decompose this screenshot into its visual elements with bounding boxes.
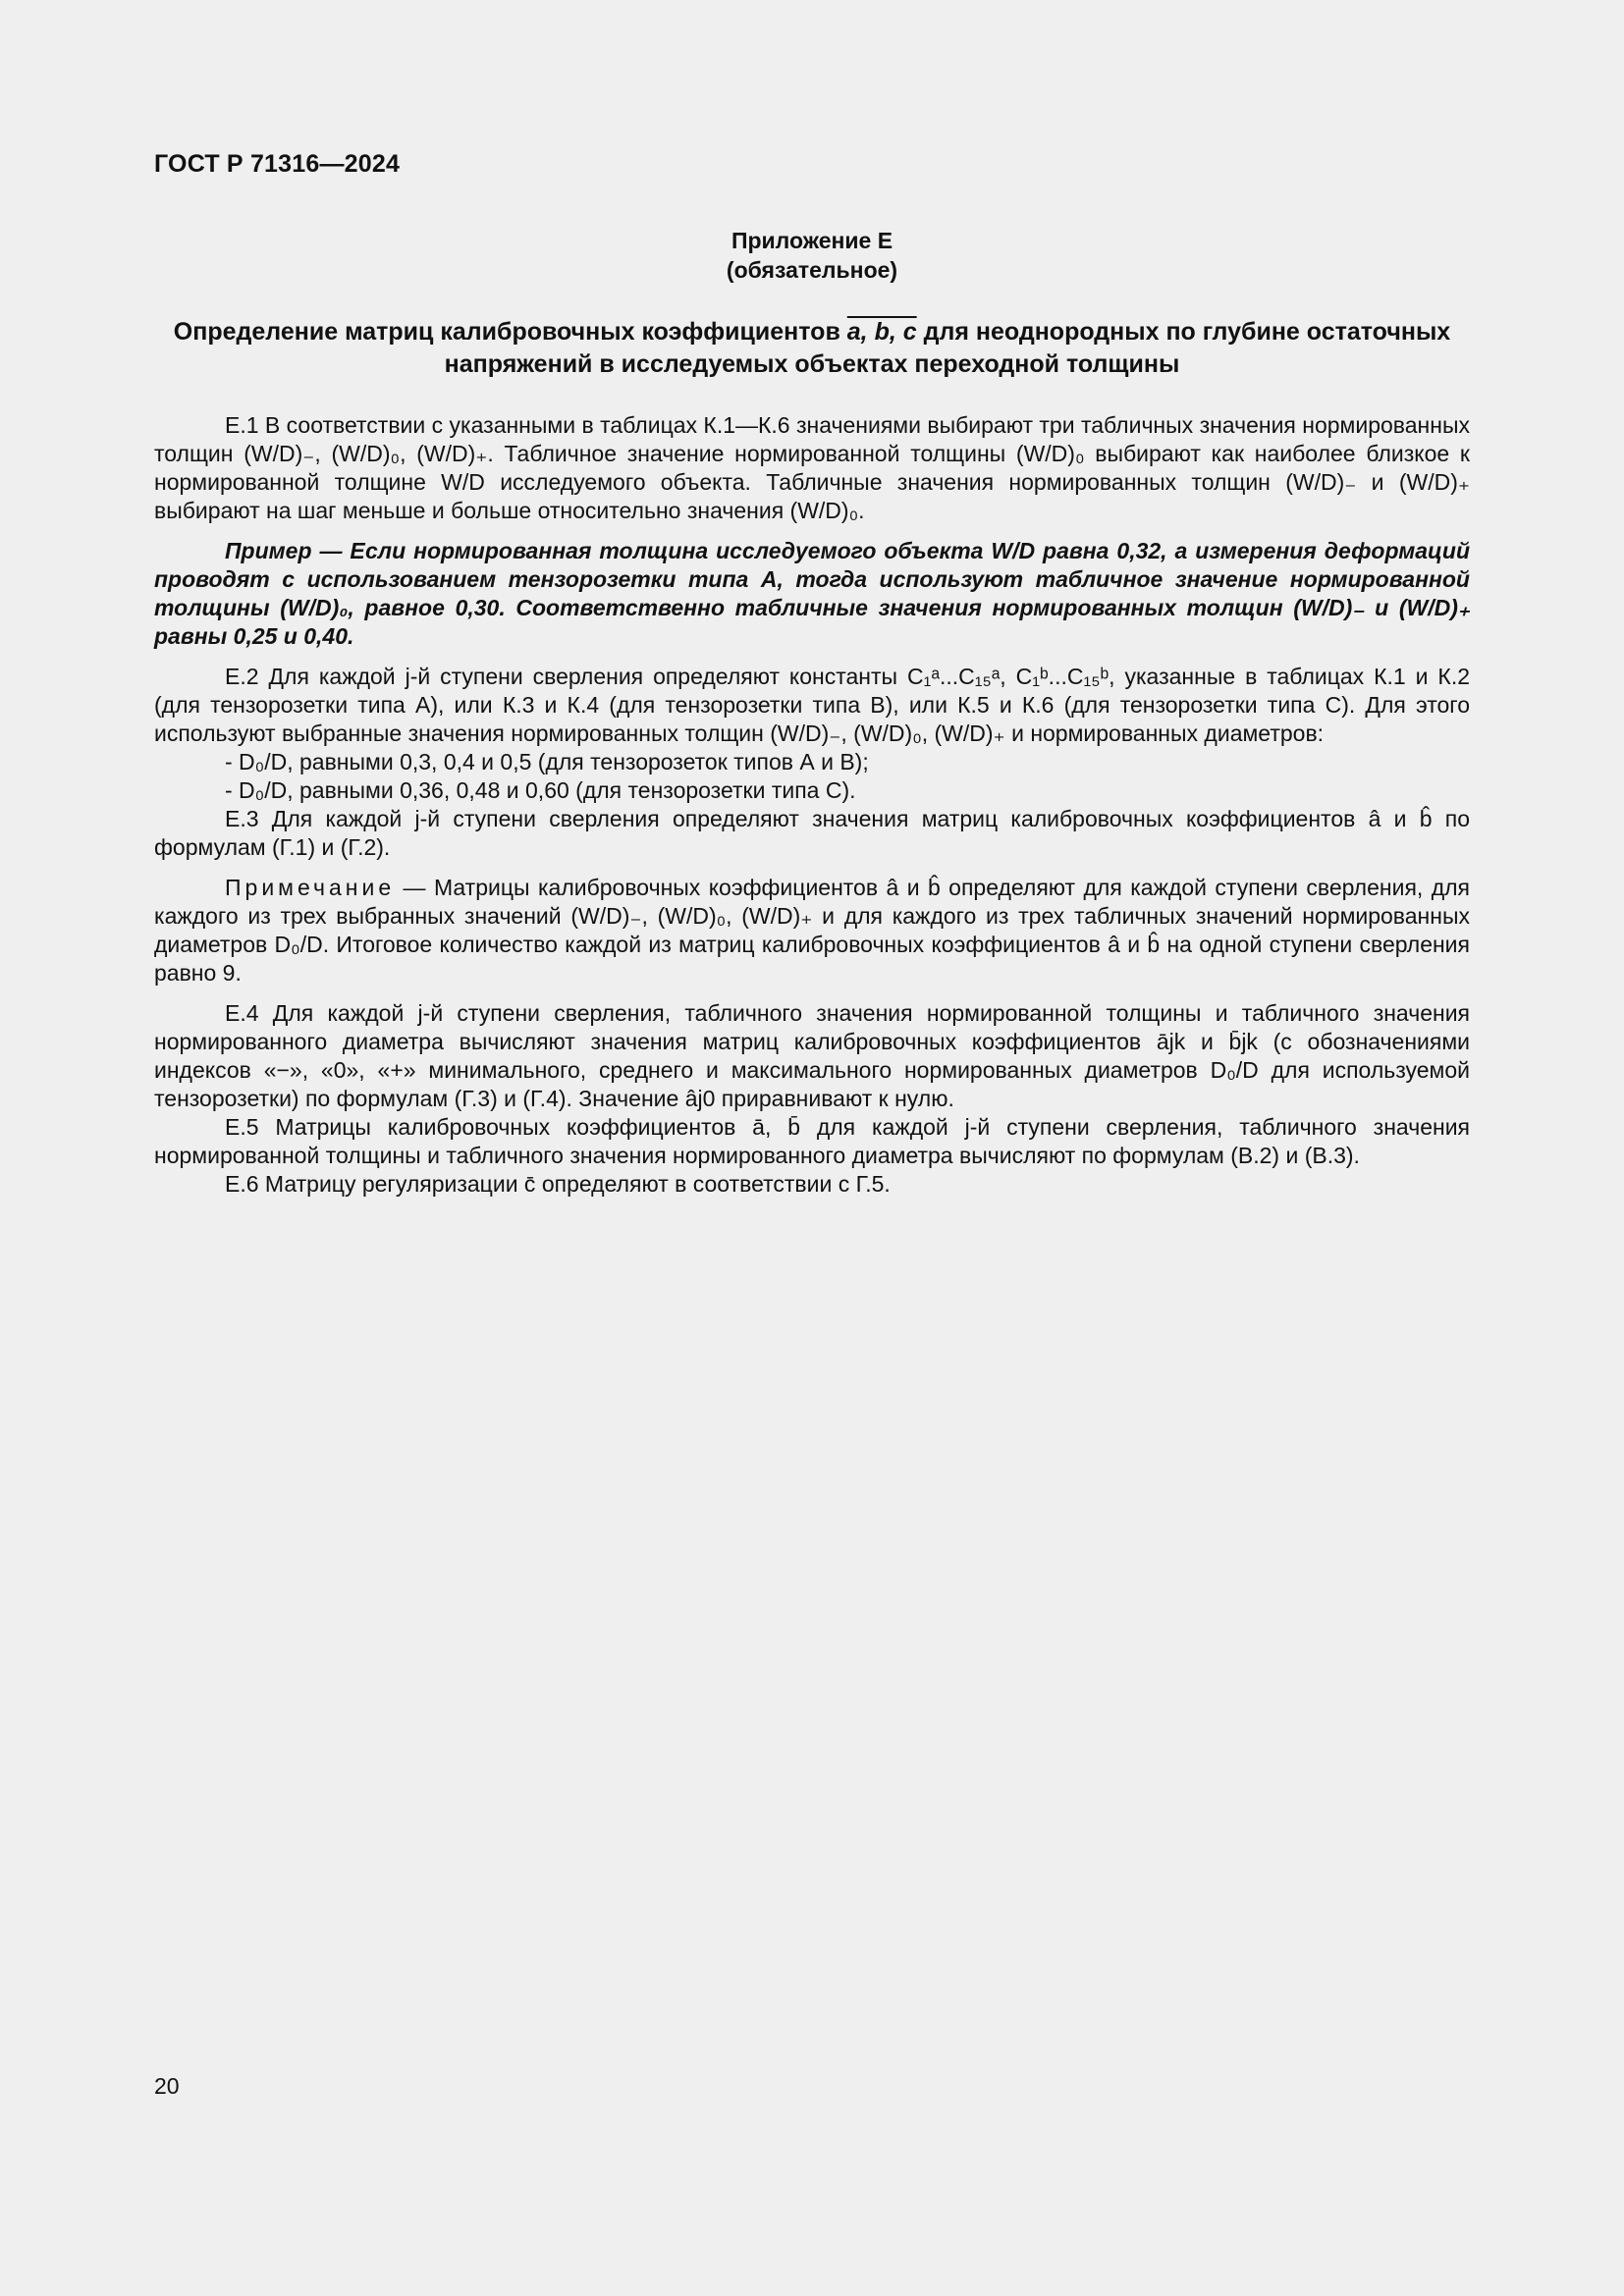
section-title-before: Определение матриц калибровочных коэффициентов [173,318,847,346]
page-number: 20 [154,2073,180,2099]
list-item-diameters-ab: - D₀/D, равными 0,3, 0,4 и 0,5 (для тензорозеток типов А и В); [225,749,869,774]
paragraph-e3: Е.3 Для каждой j-й ступени сверления определяют значения матриц калибровочных коэффициентов â и b̂ по формулам (Г.1) и (Г.2). [154,806,1470,860]
paragraph-e4: Е.4 Для каждой j-й ступени сверления, табличного значения нормированной толщины и табличного значения нормированного диаметра вычисляют значения матриц калибровочных коэффициентов ājk и b̄jk (с обозначениями индексов «−», «0», «+» минимального, среднего и максимального нормированных диаметров D₀/D для используемой тензорозетки) по формулам (Г.3) и (Г.4). Значение âj0 приравнивают к нулю. [154,1000,1470,1111]
note-text: — Матрицы калибровочных коэффициентов â и b̂ определяют для каждой ступени сверления, для каждого из трех выбранных значений (W/D)₋, (W/D)₀, (W/D)₊ и для каждого из трех табличных значений нормированных диаметров D₀/D. Итоговое количество каждой из матриц калибровочных коэффициентов â и b̂ на одной ступени сверления равно 9. [154,875,1470,986]
paragraph-e6: Е.6 Матрицу регуляризации c̄ определяют в соответствии с Г.5. [225,1171,891,1197]
section-title-symbols: a, b, c [846,318,917,346]
document-code: ГОСТ Р 71316—2024 [154,150,401,178]
appendix-title: Приложение Е [731,228,893,253]
paragraph-e1: Е.1 В соответствии с указанными в таблицах К.1—К.6 значениями выбирают три табличных значения нормированных толщин (W/D)₋, (W/D)₀, (W/D)₊. Табличное значение нормированной толщины (W/D)₀ выбирают как наиболее близкое к нормированной толщине W/D исследуемого объекта. Табличные значения нормированных толщин (W/D)₋ и (W/D)₊ выбирают на шаг меньше и больше относительно значения (W/D)₀. [154,412,1470,523]
section-title-after: для неоднородных по глубине остаточных напряжений в исследуемых объектах переходной толщины [444,318,1451,378]
document-body [154,411,1470,1199]
appendix-status: (обязательное) [726,257,898,283]
example-paragraph: Пример — Если нормированная толщина исследуемого объекта W/D равна 0,32, а измерения деформаций проводят с использованием тензорозетки типа А, тогда используют табличное значение нормированной толщины (W/D)₀, равное 0,30. Соответственно табличные значения нормированных толщин (W/D)₋ и (W/D)₊ равны 0,25 и 0,40. [154,538,1470,649]
note-paragraph [154,874,1470,988]
note-label: Примечание [225,875,396,900]
appendix-heading [0,226,1624,285]
paragraph-e5: Е.5 Матрицы калибровочных коэффициентов ā, b̄ для каждой j-й ступени сверления, табличного значения нормированной толщины и табличного значения нормированного диаметра вычисляют по формулам (В.2) и (В.3). [154,1114,1470,1168]
list-item-diameters-c: - D₀/D, равными 0,36, 0,48 и 0,60 (для тензорозетки типа С). [225,777,856,803]
section-title [154,316,1470,381]
paragraph-e2: Е.2 Для каждой j-й ступени сверления определяют константы C₁ᵃ...C₁₅ᵃ, C₁ᵇ...C₁₅ᵇ, указанные в таблицах К.1 и К.2 (для тензорозетки типа А), или К.3 и К.4 (для тензорозетки типа В), или К.5 и К.6 (для тензорозетки типа С). Для этого используют выбранные значения нормированных толщин (W/D)₋, (W/D)₀, (W/D)₊ и нормированных диаметров: [154,664,1470,746]
